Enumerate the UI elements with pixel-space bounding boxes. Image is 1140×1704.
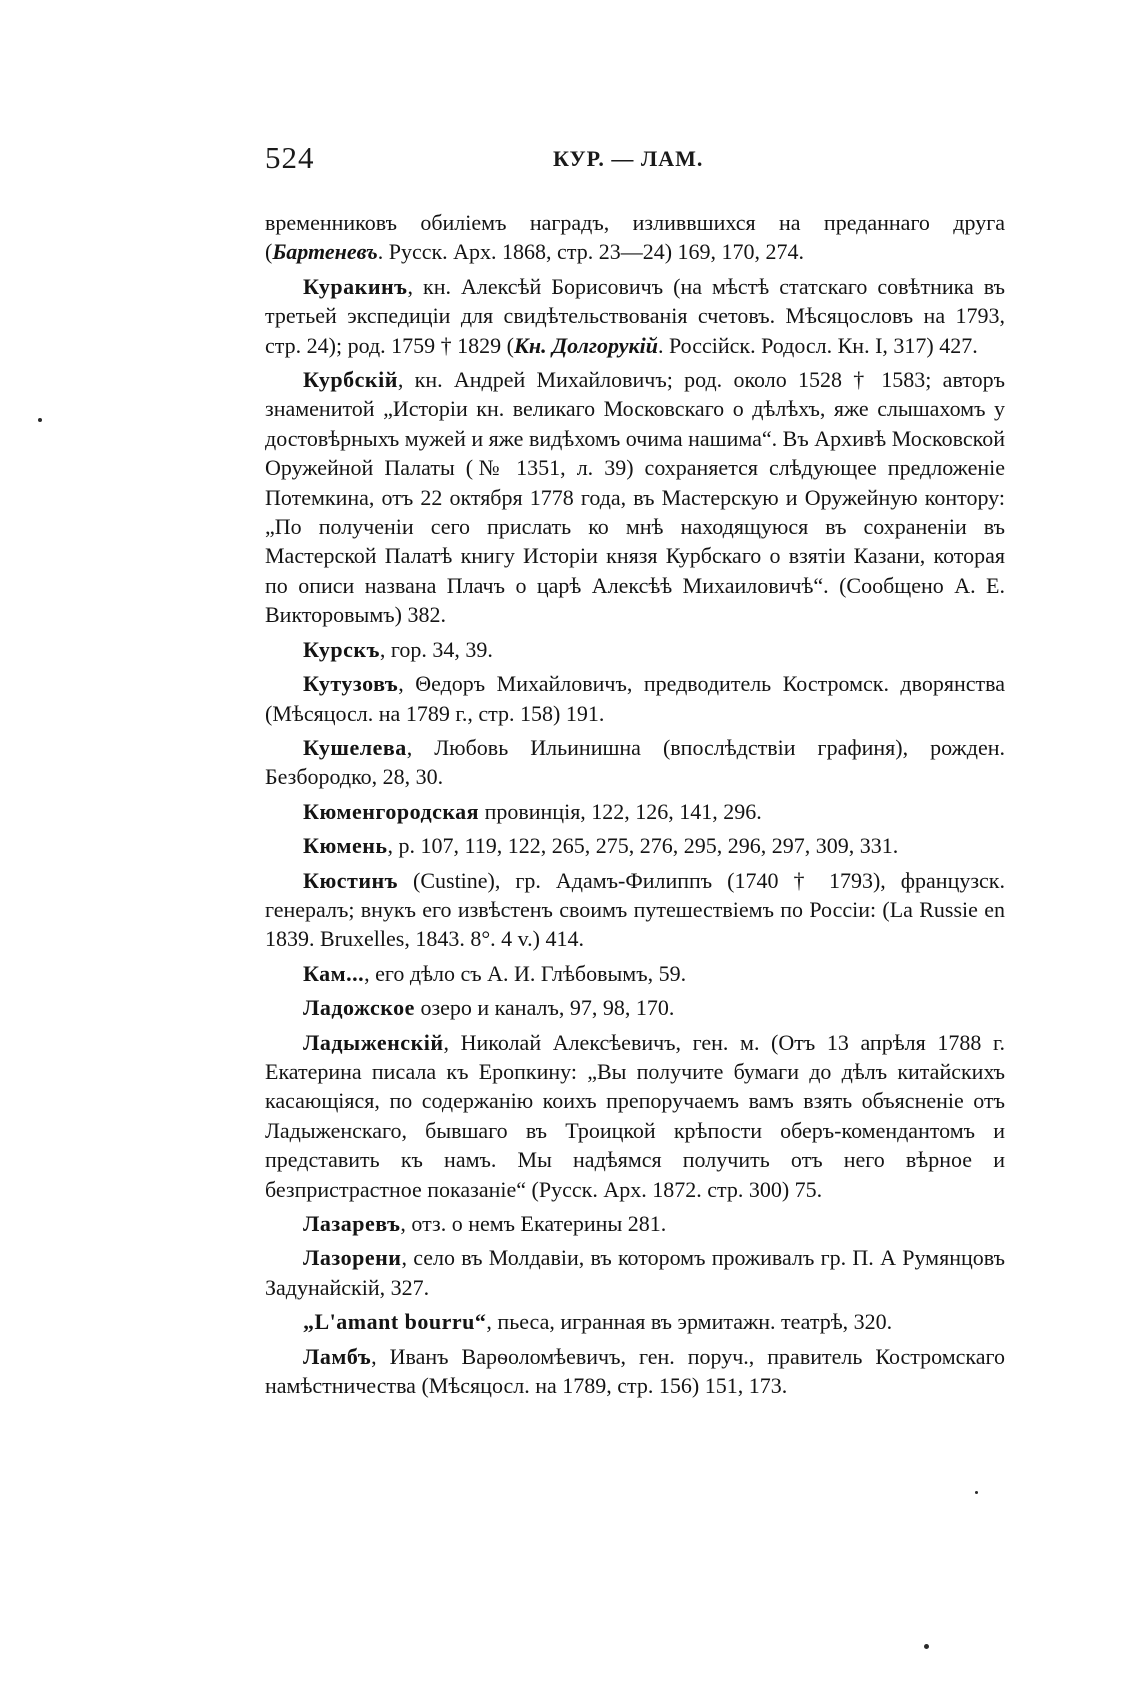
- entry-text: , Николай Алексѣевичъ, ген. м. (Отъ 13 апрѣля 1788 г. Екатерина писала къ Еропкину: „Вы получите бумаги до дѣлъ китайскихъ касающіяся, по содержанію коихъ препоручаемъ вамъ взять объясненіе отъ Ладыженскаго, бывшаго въ Троицкой крѣпости оберъ-комендантомъ и представить къ намъ. Мы надѣямся получить отъ него вѣрное и безпристрастное показаніе“ (Русск. Арх. 1872. стр. 300) 75.: [265, 1029, 1005, 1202]
- index-entry: [265, 831, 1005, 860]
- entry-headword: Куракинъ: [303, 273, 408, 299]
- entry-headword: Лазаревъ: [303, 1211, 401, 1236]
- entry-headword: Лазорени: [303, 1245, 402, 1271]
- entry-text: , гор. 34, 39.: [379, 636, 493, 662]
- index-entries: [265, 208, 1005, 1405]
- entry-headword: Кушелева: [303, 734, 407, 760]
- entry-text: провинція, 122, 126, 141, 296.: [479, 798, 762, 824]
- entry-tail: . Русск. Арх. 1868, стр. 23—24) 169, 170, 274.: [377, 239, 805, 265]
- index-entry: [265, 993, 1005, 1022]
- index-entry: [265, 866, 1005, 954]
- entry-text: , его дѣло съ А. И. Глѣбовымъ, 59.: [364, 960, 687, 986]
- index-entry: [265, 1342, 1005, 1401]
- entry-text: , село въ Молдавіи, въ которомъ проживалъ гр. П. А Румянцовъ Задунайскій, 327.: [265, 1245, 1005, 1300]
- entry-text: , Любовь Ильинишна (впослѣдствіи графиня), рожден. Безбородко, 28, 30.: [265, 734, 1005, 790]
- entry-headword: Ламбъ: [303, 1343, 372, 1369]
- entry-text: , кн. Андрей Михайловичъ; род. около 1528 † 1583; авторъ знаменитой „Исторіи кн. великаго Московскаго о дѣлѣхъ, яже слышахомъ у достовѣрныхъ мужей и яже видѣхомъ очима нашима“. Въ Архивѣ Московской Оружейной Палаты (№ 1351, л. 39) сохраняется слѣдующее предложеніе Потемкина, отъ 22 октября 1778 года, въ Мастерскую и Оружейную контору: „По полученіи сего прислать ко мнѣ находящуюся въ сохраненіи въ Мастерской Палатѣ книгу Исторіи князя Курбскаго о взятіи Казани, которая по описи названа Плачъ о царѣ Алексѣѣ Михаиловичѣ“. (Сообщено А. Е. Викторовымъ) 382.: [265, 367, 1005, 628]
- entry-italic: Кн. Долгорукій: [513, 332, 658, 358]
- entry-headword: Кюменгородская: [303, 798, 480, 824]
- entry-headword: Кюмень: [303, 833, 388, 859]
- entry-headword: Кюстинъ: [303, 867, 399, 893]
- entry-headword: Кутузовъ: [303, 671, 399, 697]
- entry-text: , р. 107, 119, 122, 265, 275, 276, 295, 296, 297, 309, 331.: [387, 833, 899, 859]
- entry-tail: . Россійск. Родосл. Кн. I, 317) 427.: [657, 332, 978, 358]
- index-entry: [265, 365, 1005, 630]
- entry-headword: Ладожское: [303, 995, 415, 1021]
- entry-headword: Курскъ: [303, 636, 380, 662]
- index-entry: [265, 797, 1005, 826]
- index-entry: [265, 272, 1005, 360]
- index-entry: [265, 208, 1005, 267]
- entry-text: , кн. Алексѣй Борисовичъ (на мѣстѣ статскаго совѣтника въ третьей экспедиціи для свидѣтельствованія счетовъ. Мѣсяцословъ на 1793, стр. 24); род. 1759 † 1829 (: [265, 273, 1005, 358]
- entry-text: , Иванъ Варѳоломѣевичъ, ген. поруч., правитель Костромскаго намѣстничества (Мѣсяцосл. на 1789, стр. 156) 151, 173.: [265, 1343, 1005, 1399]
- index-entry: [265, 635, 1005, 664]
- index-entry: [265, 1307, 1005, 1336]
- index-entry: [265, 1209, 1005, 1238]
- scan-speck: [38, 418, 42, 422]
- entry-headword: „L'amant bourru“: [303, 1309, 487, 1335]
- index-entry: [265, 669, 1005, 728]
- entry-headword: Ладыженскій: [303, 1029, 444, 1055]
- entry-text: (Custine), гр. Адамъ-Филиппъ (1740 † 1793), французск. генералъ; внукъ его извѣстенъ своимъ путешествіемъ по Россіи: (La Russie en 1839. Bruxelles, 1843. 8°. 4 v.) 414.: [265, 867, 1005, 952]
- index-entry: [265, 1243, 1005, 1302]
- entry-headword: Кам...: [303, 960, 365, 986]
- entry-italic: Бартеневъ: [272, 239, 378, 265]
- index-entry: [265, 733, 1005, 792]
- scan-speck: [975, 1491, 978, 1494]
- page-number: 524: [265, 140, 315, 175]
- entry-text: , пьеса, игранная въ эрмитажн. театрѣ, 320.: [486, 1309, 893, 1335]
- entry-headword: Курбскій: [303, 367, 398, 393]
- index-entry: [265, 1028, 1005, 1204]
- entry-text: , отз. о немъ Екатерины 281.: [400, 1211, 667, 1236]
- page-header: [265, 140, 1005, 180]
- scan-speck: [924, 1644, 929, 1649]
- entry-text: озеро и каналъ, 97, 98, 170.: [414, 995, 675, 1021]
- entry-text: , Θедоръ Михайловичъ, предводитель Костромск. дворянства (Мѣсяцосл. на 1789 г., стр. 158) 191.: [265, 671, 1005, 726]
- entry-text: временниковъ обиліемъ наградъ, изливвшихся на преданнаго друга (: [265, 210, 1005, 265]
- running-head: КУР. — ЛАМ.: [553, 146, 704, 171]
- index-entry: [265, 959, 1005, 988]
